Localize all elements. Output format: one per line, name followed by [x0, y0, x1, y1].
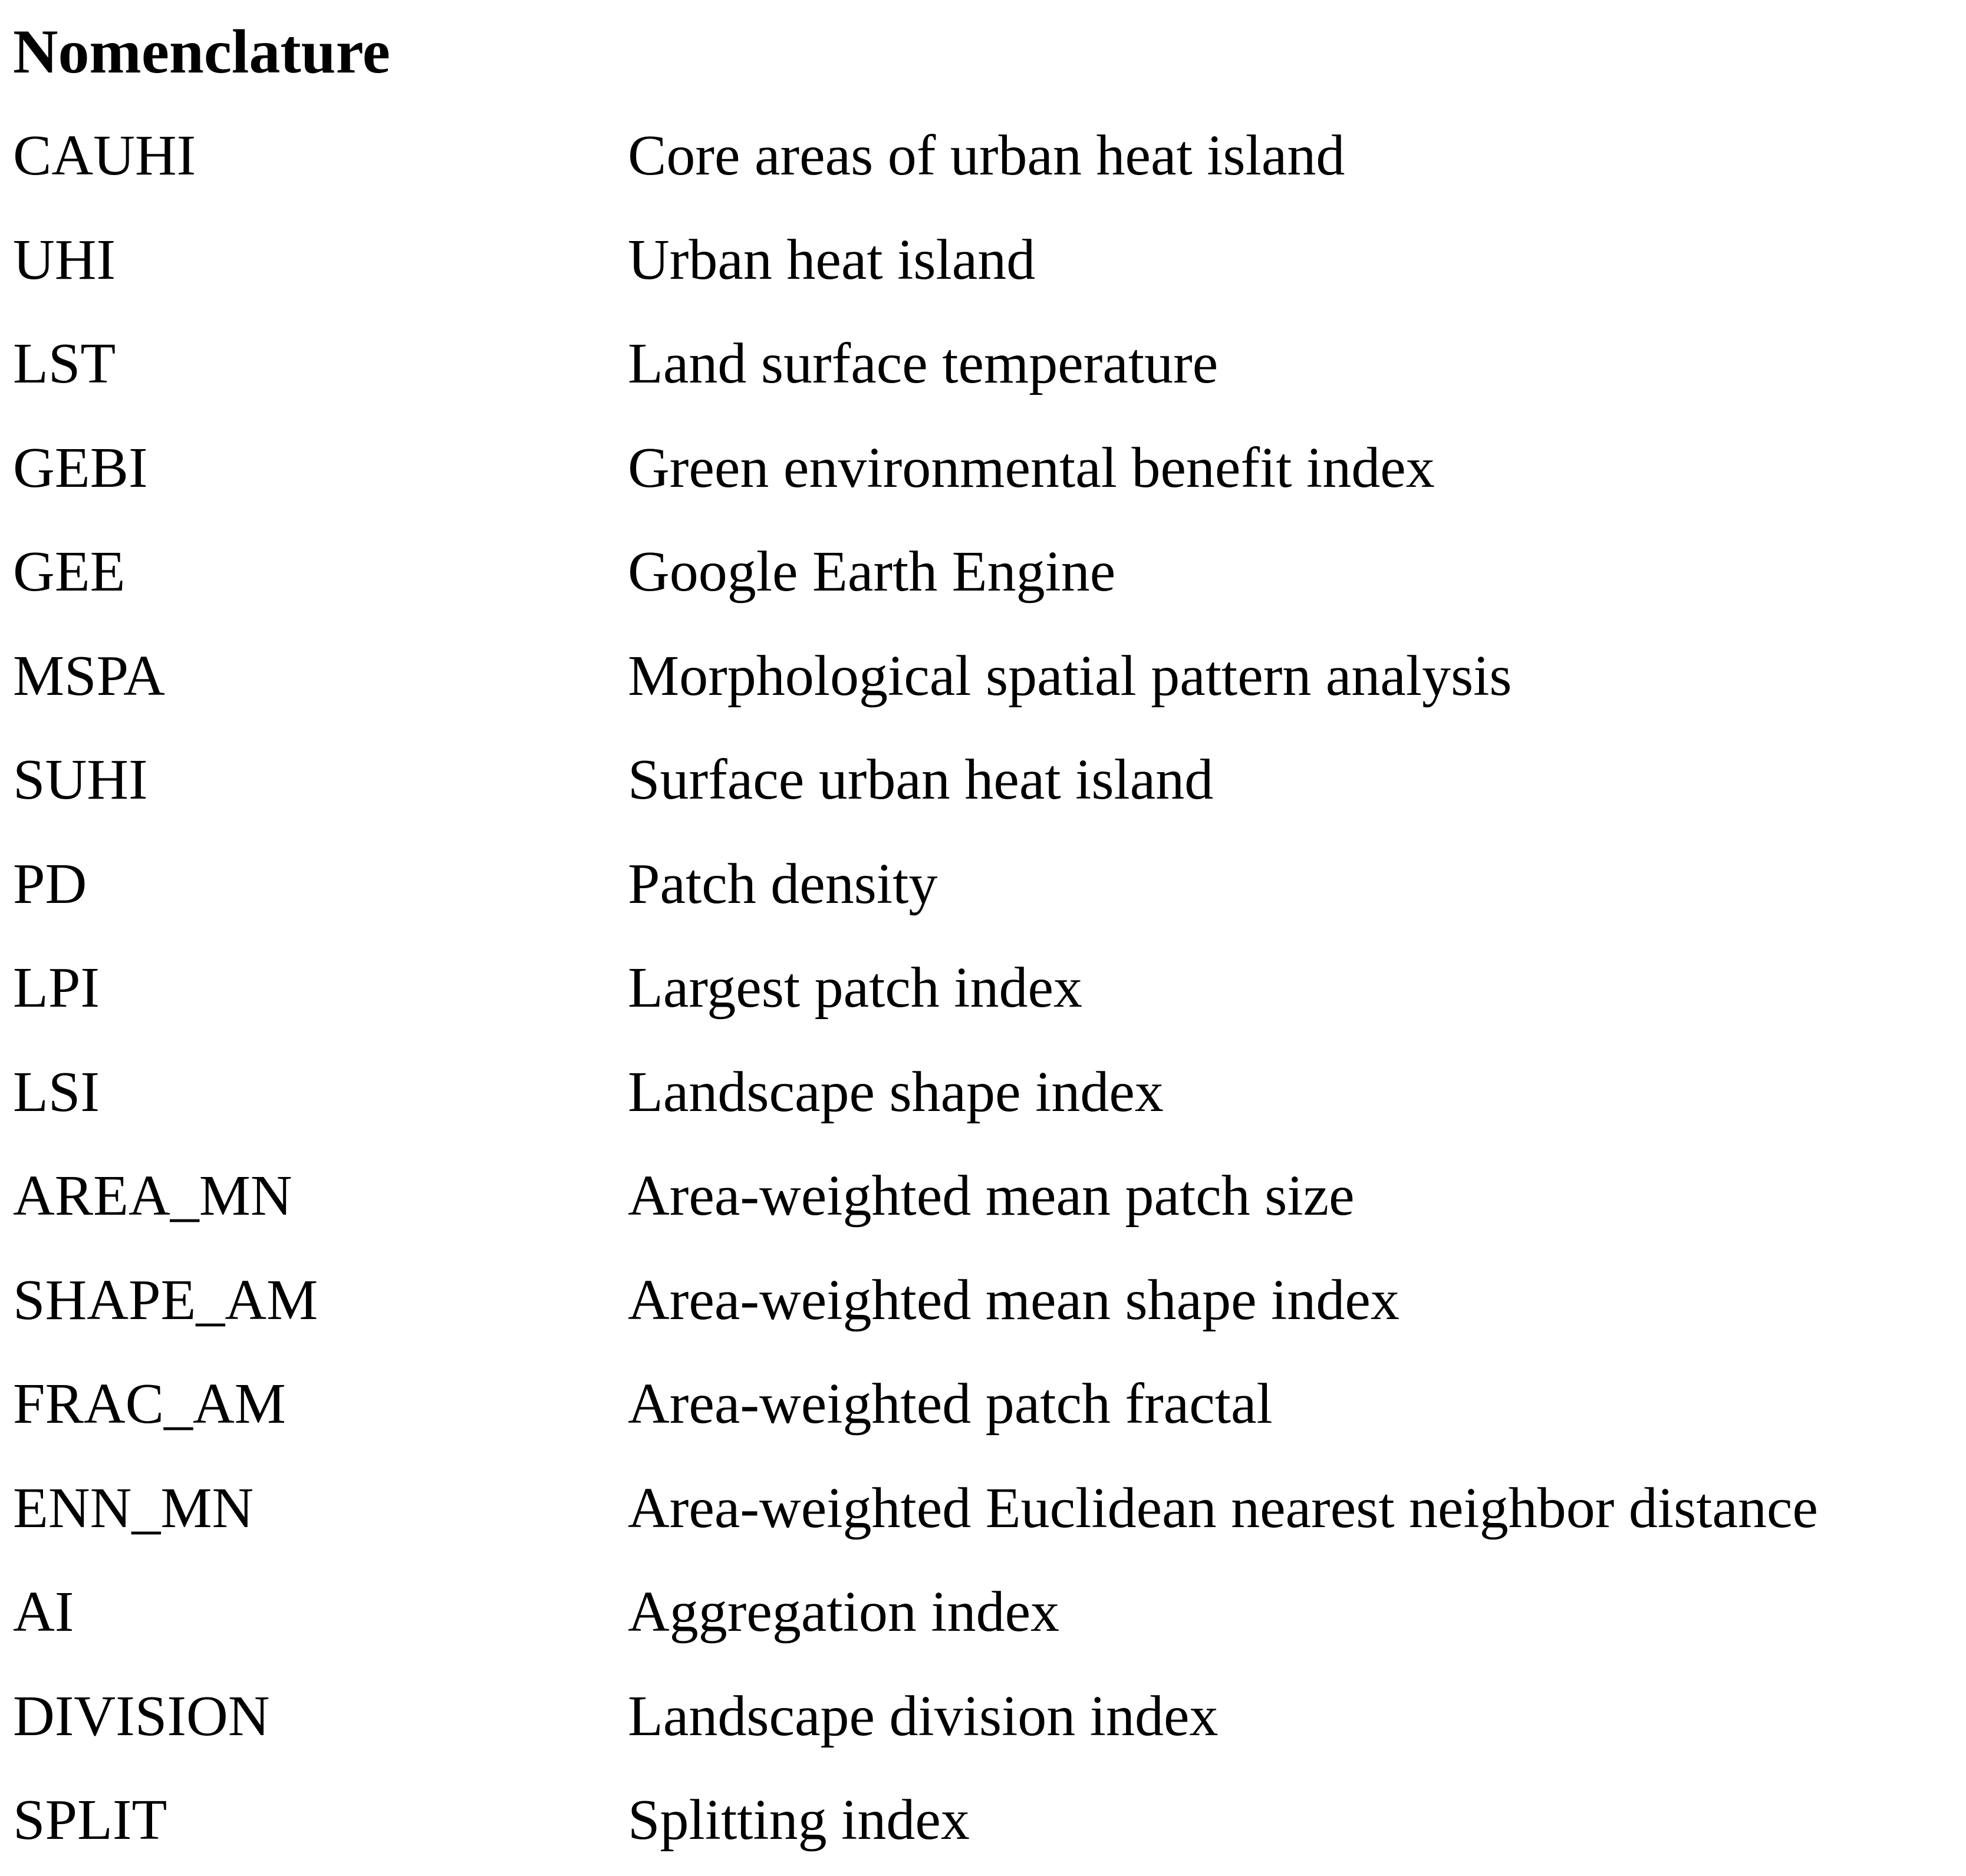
definition: Landscape shape index: [628, 1060, 1164, 1124]
definition: Green environmental benefit index: [628, 436, 1435, 500]
abbreviation: GEE: [13, 540, 126, 604]
definition: Landscape division index: [628, 1684, 1219, 1748]
definition: Surface urban heat island: [628, 748, 1214, 812]
list-item: [13, 416, 1958, 520]
abbreviation: PD: [13, 852, 87, 916]
definition: Aggregation index: [628, 1580, 1060, 1644]
list-item: [13, 1144, 1958, 1248]
definition: Area-weighted mean patch size: [628, 1164, 1355, 1228]
definition: Land surface temperature: [628, 332, 1219, 395]
abbreviation: GEBI: [13, 436, 148, 500]
definition: Urban heat island: [628, 228, 1036, 292]
abbreviation: LSI: [13, 1060, 100, 1124]
abbreviation: UHI: [13, 228, 116, 292]
abbreviation: SUHI: [13, 748, 148, 812]
nomenclature-section: [13, 0, 1958, 1872]
abbreviation: MSPA: [13, 644, 165, 708]
definition: Area-weighted Euclidean nearest neighbor distance: [628, 1476, 1819, 1540]
abbreviation: SPLIT: [13, 1788, 167, 1852]
definition: Largest patch index: [628, 956, 1083, 1020]
definition: Area-weighted patch fractal: [628, 1372, 1273, 1436]
list-item: [13, 1560, 1958, 1664]
list-item: [13, 1456, 1958, 1561]
definition: Morphological spatial pattern analysis: [628, 644, 1512, 708]
section-title: Nomenclature: [13, 17, 390, 86]
definition: Google Earth Engine: [628, 540, 1116, 604]
abbreviation: DIVISION: [13, 1684, 270, 1748]
list-item: [13, 312, 1958, 416]
list-item: [13, 1248, 1958, 1353]
abbreviation: FRAC_AM: [13, 1372, 286, 1436]
list-item: [13, 936, 1958, 1040]
list-item: [13, 208, 1958, 312]
abbreviation: LST: [13, 332, 116, 395]
list-item: [13, 1040, 1958, 1145]
definition: Patch density: [628, 852, 938, 916]
list-item: [13, 520, 1958, 624]
nomenclature-list: [13, 104, 1958, 1872]
definition: Area-weighted mean shape index: [628, 1268, 1399, 1332]
abbreviation: CAUHI: [13, 124, 196, 187]
list-item: [13, 624, 1958, 728]
abbreviation: LPI: [13, 956, 100, 1020]
abbreviation: AI: [13, 1580, 74, 1644]
definition: Splitting index: [628, 1788, 970, 1852]
list-item: [13, 728, 1958, 832]
list-item: [13, 1768, 1958, 1872]
definition: Core areas of urban heat island: [628, 124, 1345, 187]
list-item: [13, 1352, 1958, 1456]
abbreviation: SHAPE_AM: [13, 1268, 318, 1332]
list-item: [13, 104, 1958, 208]
list-item: [13, 1664, 1958, 1769]
list-item: [13, 832, 1958, 937]
abbreviation: ENN_MN: [13, 1476, 254, 1540]
abbreviation: AREA_MN: [13, 1164, 292, 1228]
